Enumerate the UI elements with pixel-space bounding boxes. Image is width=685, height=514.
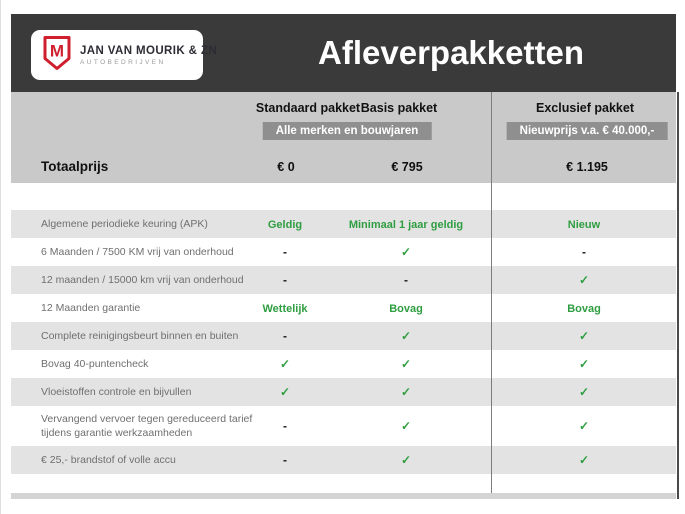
table-row: [11, 446, 676, 474]
check-icon: ✓: [400, 453, 412, 467]
check-icon: ✓: [279, 357, 291, 371]
column-header-exclusief: Exclusief pakket: [536, 101, 634, 115]
row-label: Bovag 40-puntencheck: [41, 357, 149, 370]
check-icon: ✓: [400, 245, 412, 259]
check-icon: ✓: [279, 385, 291, 399]
check-icon: ✓: [578, 419, 590, 433]
brand-subtitle: AUTOBEDRIJVEN: [80, 58, 166, 66]
row-cell: [524, 327, 644, 345]
row-cell: [524, 383, 644, 401]
row-value: Bovag: [567, 303, 601, 315]
row-cell: [225, 417, 345, 435]
row-cell: [346, 355, 466, 373]
table-row: [11, 378, 676, 406]
row-cell: [346, 327, 466, 345]
row-cell: [346, 417, 466, 435]
row-cell: [225, 327, 345, 345]
table-right-border: [677, 92, 679, 499]
row-cell: [524, 451, 644, 469]
feature-rows: [11, 210, 676, 474]
page-title: Afleverpakketten: [318, 34, 584, 71]
top-header-bar: [11, 14, 676, 92]
row-cell: [524, 243, 644, 261]
row-label: 12 Maanden garantie: [41, 301, 141, 314]
row-cell: [346, 243, 466, 261]
row-cell: [524, 271, 644, 289]
row-cell: [524, 417, 644, 435]
badge-alle-merken: Alle merken en bouwjaren: [263, 122, 432, 140]
dash-value: -: [283, 453, 287, 467]
check-icon: ✓: [400, 329, 412, 343]
total-price-basis: € 795: [391, 160, 423, 174]
brand-logo: [31, 30, 218, 80]
row-label: Algemene periodieke keuring (APK): [41, 217, 208, 230]
table-row: [11, 238, 676, 266]
row-cell: [225, 451, 345, 469]
row-cell: [346, 383, 466, 401]
column-header-basis: Basis pakket: [360, 101, 438, 115]
row-value: Bovag: [389, 303, 423, 315]
totals-label: Totaalprijs: [41, 159, 109, 174]
total-price-exclusief: € 1.195: [566, 160, 608, 174]
table-row: [11, 210, 676, 238]
dash-value: -: [283, 329, 287, 343]
column-header-standaard: Standaard pakket: [255, 101, 361, 115]
row-cell: [346, 451, 466, 469]
table-row: [11, 266, 676, 294]
dash-value: -: [283, 273, 287, 287]
check-icon: ✓: [400, 357, 412, 371]
table-row: [11, 322, 676, 350]
dash-value: -: [404, 273, 408, 287]
row-cell: [225, 383, 345, 401]
row-value: Geldig: [267, 219, 303, 231]
check-icon: ✓: [400, 385, 412, 399]
dash-value: -: [283, 245, 287, 259]
row-cell: [346, 215, 466, 233]
check-icon: ✓: [578, 273, 590, 287]
column-divider-line: [491, 92, 492, 499]
table-row: [11, 294, 676, 322]
row-cell: [225, 243, 345, 261]
row-label: Vervangend vervoer tegen gereduceerd tarief tijdens garantie werkzaamheden: [41, 412, 253, 439]
dash-value: -: [582, 245, 586, 259]
row-label: 12 maanden / 15000 km vrij van onderhoud: [41, 273, 244, 286]
table-row: [11, 350, 676, 378]
total-price-standaard: € 0: [277, 160, 295, 174]
check-icon: ✓: [400, 419, 412, 433]
row-cell: [225, 299, 345, 317]
row-value: Minimaal 1 jaar geldig: [348, 219, 464, 231]
row-cell: [346, 299, 466, 317]
row-value: Wettelijk: [262, 303, 308, 315]
check-icon: ✓: [578, 385, 590, 399]
row-label: Complete reinigingsbeurt binnen en buiten: [41, 329, 239, 342]
row-label: 6 Maanden / 7500 KM vrij van onderhoud: [41, 245, 234, 258]
badge-nieuwprijs: Nieuwprijs v.a. € 40.000,-: [507, 122, 668, 140]
brand-name: JAN VAN MOURIK & ZN: [80, 44, 218, 57]
row-label: Vloeistoffen controle en bijvullen: [41, 385, 192, 398]
row-cell: [225, 271, 345, 289]
row-cell: [346, 271, 466, 289]
check-icon: ✓: [578, 357, 590, 371]
row-cell: [524, 299, 644, 317]
row-cell: [225, 355, 345, 373]
check-icon: ✓: [578, 453, 590, 467]
package-header-panel: [11, 92, 676, 183]
row-cell: [524, 355, 644, 373]
dash-value: -: [283, 419, 287, 433]
shield-m-icon: [42, 35, 72, 76]
row-label: € 25,- brandstof of volle accu: [41, 453, 176, 466]
table-row: [11, 406, 676, 446]
row-value: Nieuw: [567, 219, 601, 231]
row-cell: [225, 215, 345, 233]
row-cell: [524, 215, 644, 233]
check-icon: ✓: [578, 329, 590, 343]
svg-text:M: M: [49, 41, 65, 60]
footer-strip: [11, 493, 676, 499]
brand-text: [80, 45, 217, 66]
